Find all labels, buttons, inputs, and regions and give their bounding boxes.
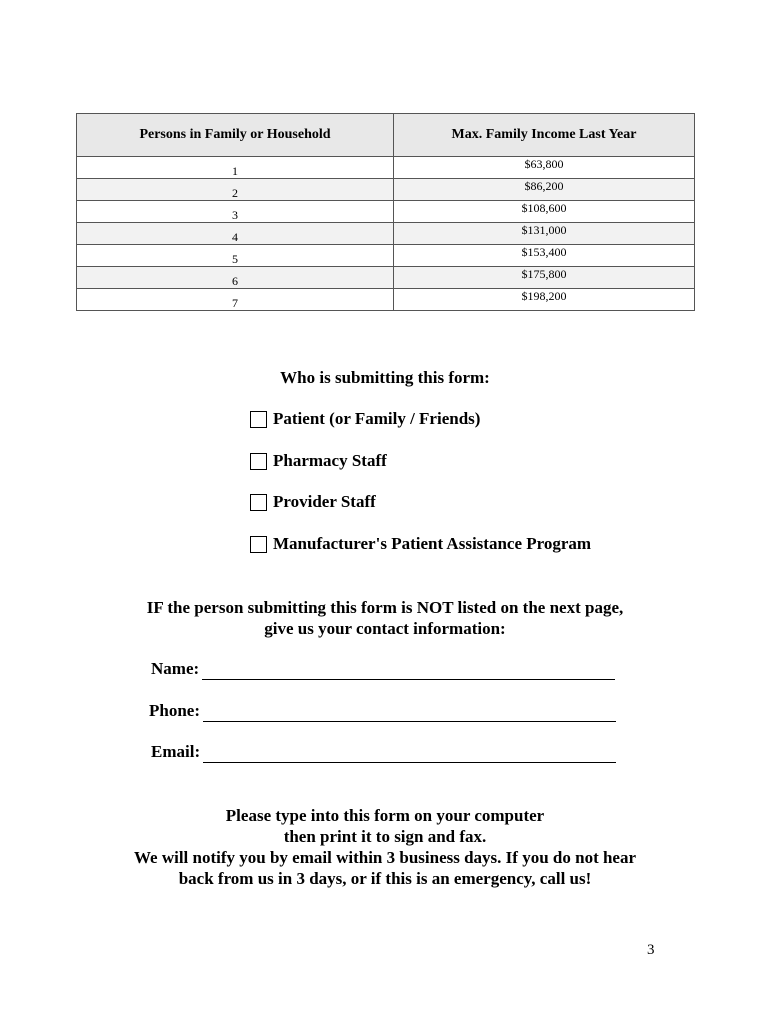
name-field[interactable] bbox=[202, 661, 615, 680]
income-cell: $86,200 bbox=[394, 179, 695, 201]
option-label: Pharmacy Staff bbox=[273, 451, 387, 470]
phone-label: Phone: bbox=[149, 701, 200, 720]
persons-cell: 2 bbox=[77, 179, 394, 201]
income-table bbox=[76, 113, 695, 311]
instruction-line: back from us in 3 days, or if this is an emergency, call us! bbox=[178, 869, 592, 888]
option-label: Patient (or Family / Friends) bbox=[273, 409, 481, 428]
name-field-row bbox=[151, 659, 615, 680]
persons-cell: 7 bbox=[77, 289, 394, 311]
email-field-row bbox=[151, 742, 616, 763]
instruction-line: then print it to sign and fax. bbox=[283, 827, 487, 846]
notice-line: give us your contact information: bbox=[264, 619, 506, 638]
email-label: Email: bbox=[151, 742, 201, 761]
pharmacy-staff-checkbox[interactable] bbox=[250, 453, 267, 470]
manufacturer-pap-checkbox[interactable] bbox=[250, 536, 267, 553]
option-patient[interactable] bbox=[250, 409, 480, 429]
header-persons: Persons in Family or Household bbox=[77, 114, 394, 157]
persons-cell: 6 bbox=[77, 267, 394, 289]
table-row bbox=[77, 289, 695, 311]
table-row bbox=[77, 245, 695, 267]
email-field[interactable] bbox=[203, 744, 616, 763]
option-provider-staff[interactable] bbox=[250, 492, 376, 512]
income-cell: $63,800 bbox=[394, 157, 695, 179]
instruction-line: We will notify you by email within 3 business days. If you do not hear bbox=[133, 848, 637, 867]
persons-cell: 1 bbox=[77, 157, 394, 179]
instructions bbox=[0, 805, 770, 889]
table-row bbox=[77, 223, 695, 245]
contact-notice bbox=[0, 597, 770, 639]
provider-staff-checkbox[interactable] bbox=[250, 494, 267, 511]
table-row bbox=[77, 179, 695, 201]
table-row bbox=[77, 157, 695, 179]
income-cell: $108,600 bbox=[394, 201, 695, 223]
option-label: Manufacturer's Patient Assistance Program bbox=[273, 534, 592, 553]
notice-line: IF the person submitting this form is NOT listed on the next page, bbox=[146, 598, 624, 617]
option-pharmacy-staff[interactable] bbox=[250, 451, 387, 471]
income-cell: $131,000 bbox=[394, 223, 695, 245]
income-cell: $153,400 bbox=[394, 245, 695, 267]
submitter-heading: Who is submitting this form: bbox=[280, 368, 490, 387]
phone-field[interactable] bbox=[203, 703, 616, 722]
header-max-income: Max. Family Income Last Year bbox=[394, 114, 695, 157]
page-number: 3 bbox=[647, 942, 655, 958]
income-cell: $175,800 bbox=[394, 267, 695, 289]
option-label: Provider Staff bbox=[273, 492, 376, 511]
persons-cell: 5 bbox=[77, 245, 394, 267]
persons-cell: 3 bbox=[77, 201, 394, 223]
name-label: Name: bbox=[151, 659, 200, 678]
table-row bbox=[77, 201, 695, 223]
instruction-line: Please type into this form on your computer bbox=[225, 806, 545, 825]
table-header-row bbox=[77, 114, 695, 157]
income-cell: $198,200 bbox=[394, 289, 695, 311]
table-row bbox=[77, 267, 695, 289]
option-manufacturer-pap[interactable] bbox=[250, 534, 591, 554]
persons-cell: 4 bbox=[77, 223, 394, 245]
patient-checkbox[interactable] bbox=[250, 411, 267, 428]
phone-field-row bbox=[149, 701, 616, 722]
